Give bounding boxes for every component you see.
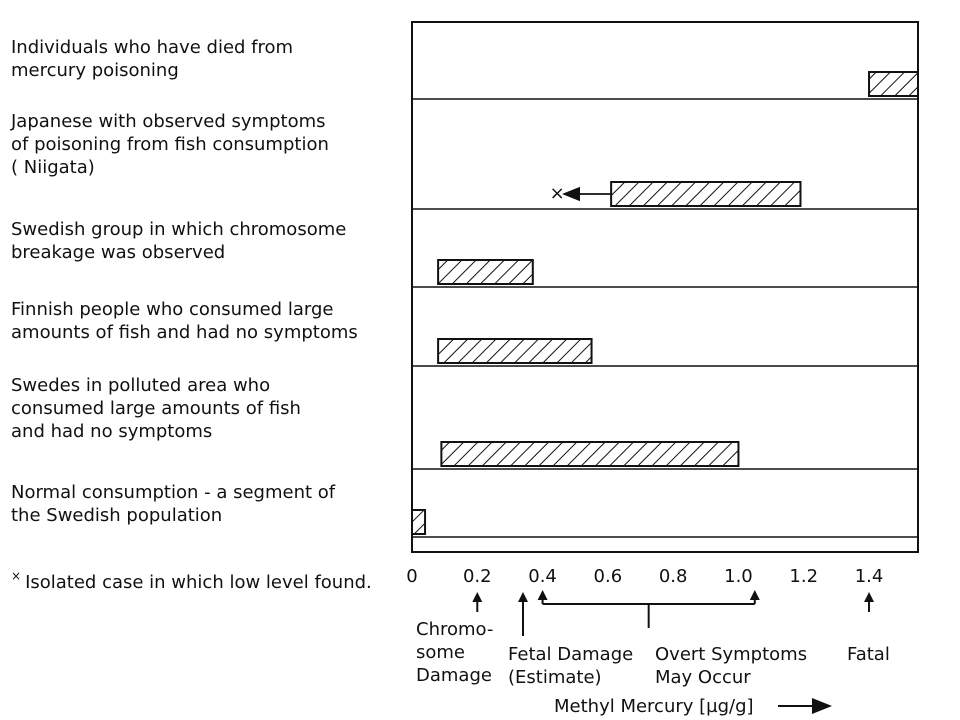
annotation-label: Damage [416, 665, 492, 686]
tick-label: 0.2 [462, 566, 492, 587]
annotation-label: Chromo- [416, 619, 494, 640]
category-label: breakage was observed [11, 242, 226, 263]
category-label: Swedish group in which chromosome [11, 219, 347, 240]
bars-group [412, 72, 918, 534]
plot-frame [412, 22, 918, 552]
annotation-label: some [416, 642, 465, 663]
range-bar [412, 510, 425, 534]
annotation-arrowhead [518, 592, 528, 602]
annotation-label: May Occur [655, 667, 751, 688]
x-axis-label: Methyl Mercury [µg/g] [554, 696, 754, 717]
category-label: mercury poisoning [11, 60, 179, 81]
tick-label: 1.2 [789, 566, 819, 587]
x-ticks [406, 566, 883, 587]
category-label: amounts of fish and had no symptoms [11, 322, 358, 343]
category-label: Individuals who have died from [11, 37, 294, 58]
range-bar [611, 182, 800, 206]
category-label: Finnish people who consumed large [11, 299, 334, 320]
category-labels [10, 37, 358, 526]
category-label: and had no symptoms [11, 421, 213, 442]
annotations [416, 590, 890, 706]
tick-label: 0.6 [593, 566, 623, 587]
annotation-label: Fatal [847, 644, 890, 665]
tick-label: 0.4 [528, 566, 557, 587]
tick-label: 1.0 [724, 566, 753, 587]
range-bar [438, 339, 591, 363]
category-label: ( Niigata) [11, 157, 95, 178]
low-value-marker: × [549, 183, 565, 204]
range-bar [869, 72, 918, 96]
range-bar [438, 260, 533, 284]
category-label: the Swedish population [11, 505, 223, 526]
footnote-text: Isolated case in which low level found. [25, 572, 372, 593]
tick-label: 1.4 [854, 566, 884, 587]
annotation-arrowhead [538, 590, 548, 600]
range-bar [441, 442, 738, 466]
category-label: Japanese with observed symptoms [11, 111, 326, 132]
annotation-label: Overt Symptoms [655, 644, 808, 665]
annotation-arrowhead [864, 592, 874, 602]
category-label: of poisoning from fish consumption [11, 134, 329, 155]
annotation-arrowhead [750, 590, 760, 600]
category-label: Swedes in polluted area who [11, 375, 271, 396]
annotation-label: Fetal Damage [508, 644, 634, 665]
tick-label: 0 [406, 566, 418, 587]
tick-label: 0.8 [658, 566, 688, 587]
category-label: Normal consumption - a segment of [11, 482, 336, 503]
footnote [11, 569, 372, 593]
annotation-label: (Estimate) [508, 667, 602, 688]
footnote-mark: × [11, 569, 22, 583]
annotation-arrowhead [472, 592, 482, 602]
category-label: consumed large amounts of fish [11, 398, 301, 419]
